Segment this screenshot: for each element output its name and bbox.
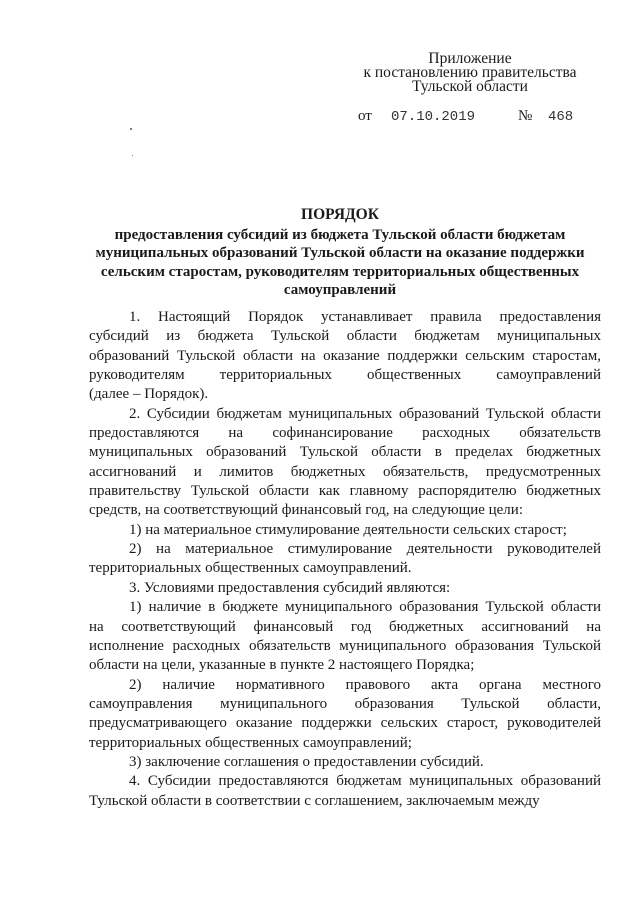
- scan-speck: [132, 155, 133, 156]
- text-line: территориальных общественных самоуправлений.: [89, 560, 412, 577]
- text-line: 1) на материальное стимулирование деятельности сельских старост;: [129, 521, 567, 538]
- paragraph: [89, 753, 601, 772]
- text-line: 4. Субсидии предоставляются бюджетам муниципальных образований: [129, 773, 601, 790]
- title-line: муниципальных образований Тульской области на оказание поддержки: [95, 245, 585, 261]
- text-line: предусматривающего оказание поддержки сельских старост, руководителей: [89, 715, 601, 732]
- text-line: области на цели, указанные в пункте 2 настоящего Порядка;: [89, 657, 475, 674]
- text-line: на соответствующий финансовый год бюджетных ассигнований на: [89, 618, 601, 635]
- ref-from-label: от: [358, 108, 372, 124]
- text-line: муниципальных образований Тульской области в пределах бюджетных: [89, 444, 601, 461]
- title-line: предоставления субсидий из бюджета Тульской области бюджетам: [114, 226, 566, 243]
- paragraph: [89, 598, 601, 675]
- paragraph: [89, 308, 601, 405]
- title-line: сельским старостам, руководителям территориальных общественных: [100, 263, 580, 280]
- text-line: субсидий из бюджета Тульской области бюджетам муниципальных: [89, 328, 601, 345]
- text-line: средств, на соответствующий финансовый год, на следующие цели:: [89, 502, 523, 519]
- appendix-line: Приложение: [428, 50, 512, 67]
- appendix-line: Тульской области: [412, 78, 528, 95]
- text-line: 2) наличие нормативного правового акта органа местного: [129, 676, 601, 693]
- text-line: самоуправления муниципального образования Тульской области,: [89, 695, 601, 712]
- text-line: территориальных общественных самоуправлений;: [89, 734, 412, 751]
- text-line: 2) на материальное стимулирование деятельности руководителей: [129, 541, 601, 558]
- paragraph: [89, 405, 601, 521]
- text-line: (далее – Порядок).: [89, 386, 209, 403]
- title-heading: ПОРЯДОК: [301, 206, 379, 223]
- text-line: правительству Тульской области как главному распорядителю бюджетных: [89, 483, 601, 500]
- ref-number-sign: №: [518, 108, 533, 124]
- document-body: [89, 308, 601, 811]
- appendix-header: [350, 52, 590, 94]
- text-line: 1) наличие в бюджете муниципального образования Тульской области: [129, 599, 601, 616]
- appendix-line: к постановлению правительства: [363, 64, 577, 81]
- text-line: руководителям территориальных общественных самоуправлений: [89, 367, 601, 384]
- text-line: предоставляются на софинансирование расходных обязательств: [89, 425, 601, 442]
- ref-number: 468: [548, 109, 574, 125]
- paragraph: [89, 772, 601, 811]
- text-line: 1. Настоящий Порядок устанавливает правила предоставления: [129, 309, 601, 325]
- text-line: Тульской области в соответствии с соглашением, заключаемым между: [89, 792, 540, 809]
- paragraph: [89, 579, 601, 598]
- document-title: [60, 206, 620, 300]
- text-line: 3. Условиями предоставления субсидий являются:: [129, 579, 451, 596]
- scan-speck: [130, 128, 132, 130]
- text-line: образований Тульской области на оказание поддержки сельским старостам,: [89, 347, 601, 364]
- title-line: самоуправлений: [283, 282, 397, 298]
- paragraph: [89, 676, 601, 753]
- text-line: ассигнований и лимитов бюджетных обязательств, предусмотренных: [89, 463, 601, 480]
- ref-date: 07.10.2019: [391, 109, 476, 125]
- text-line: 3) заключение соглашения о предоставлении субсидий.: [129, 753, 484, 770]
- text-line: исполнение расходных обязательств муниципального образования Тульской: [89, 637, 601, 654]
- paragraph: [89, 521, 601, 540]
- text-line: 2. Субсидии бюджетам муниципальных образований Тульской области: [129, 405, 601, 422]
- paragraph: [89, 540, 601, 579]
